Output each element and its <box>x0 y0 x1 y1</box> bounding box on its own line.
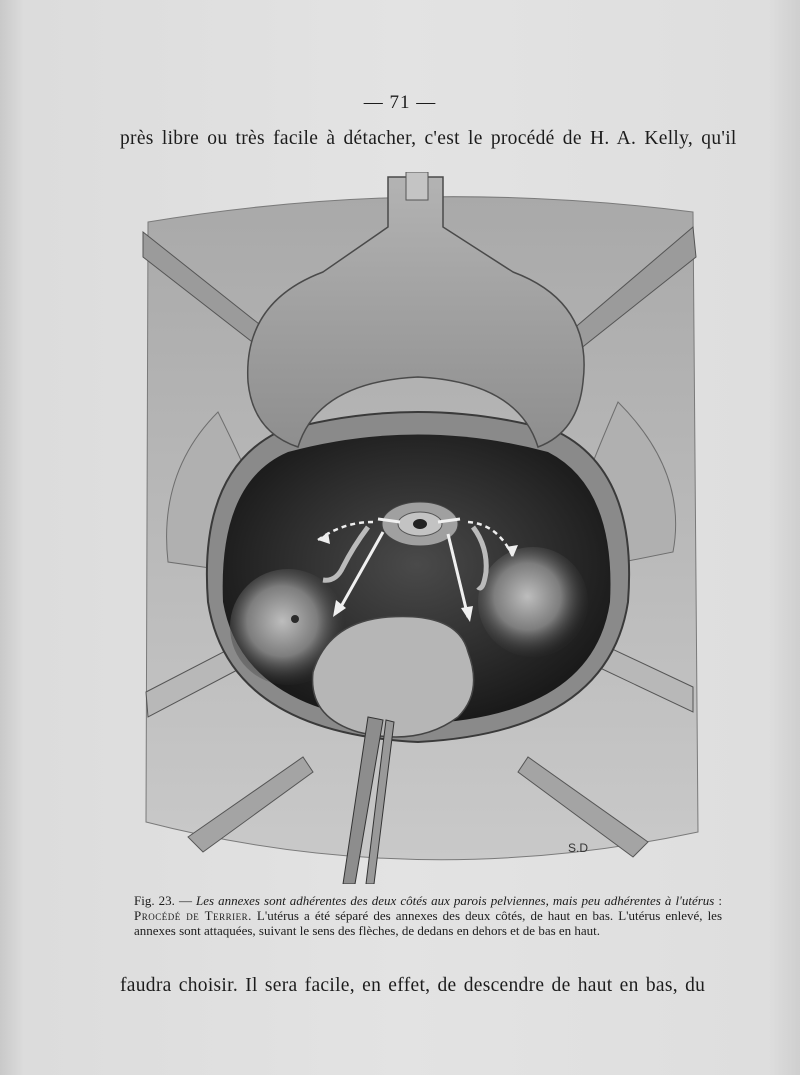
caption-rest: L'utérus a été séparé des annexes des deux côtés, de haut en bas. L'utérus enlevé, les annexes sont attaquées, suivant le sens des flèches, de dedans en dehors et de bas en haut. <box>134 908 723 938</box>
surgical-illustration <box>138 172 700 884</box>
body-text-top: près libre ou très facile à détacher, c'est le procédé de H. A. Kelly, qu'il <box>120 128 737 149</box>
caption-separator: : <box>714 893 723 908</box>
page-number: — 71 — <box>363 92 437 113</box>
caption-procedure: Procédé de Terrier. <box>134 908 252 923</box>
caption-label: Fig. 23. — <box>134 893 192 908</box>
body-text-bottom: faudra choisir. Il sera facile, en effet, de descendre de haut en bas, du <box>120 975 706 996</box>
artist-signature: S.D <box>568 841 589 855</box>
caption-italic: Les annexes sont adhérentes des deux côtés aux parois pelviennes, mais peu adhérentes à l'utérus <box>196 893 715 908</box>
figure-caption <box>120 893 722 938</box>
